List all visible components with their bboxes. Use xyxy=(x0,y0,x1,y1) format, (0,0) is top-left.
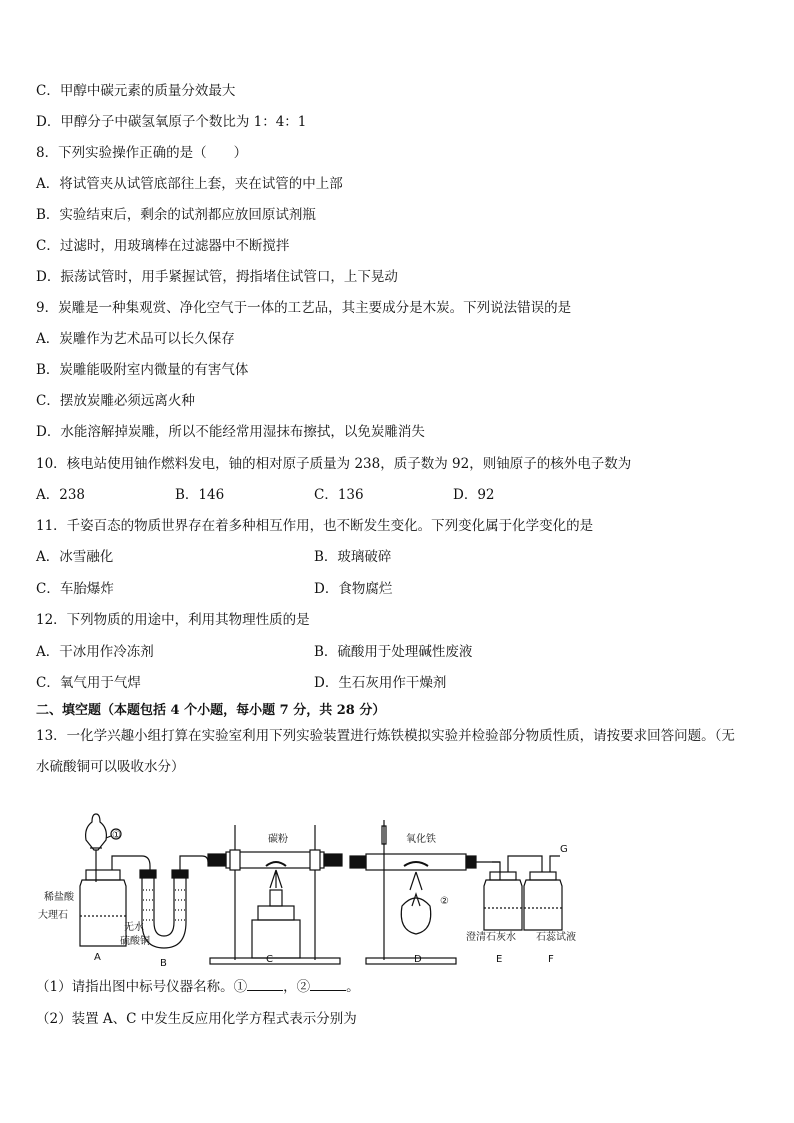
q13-part2: （2）装置 A、C 中发生反应用化学方程式表示分别为 xyxy=(36,1011,357,1027)
q10-stem: 10．核电站使用铀作燃料发电，铀的相对原子质量为 238，质子数为 92，则铀原子的核外电子数为 xyxy=(36,456,632,472)
outlet-g-label: G xyxy=(560,844,568,855)
q9-option-c: C．摆放炭雕必须远离火种 xyxy=(36,393,195,409)
q11-option-a: A．冰雪融化 xyxy=(36,549,114,565)
q10-option-d: D．92 xyxy=(453,487,495,503)
litmus-label: 石蕊试液 xyxy=(536,932,576,943)
q8-option-d: D．振荡试管时，用手紧握试管，拇指堵住试管口，上下晃动 xyxy=(36,269,398,285)
apparatus-a-letter: A xyxy=(94,952,101,963)
q12-stem: 12．下列物质的用途中，利用其物理性质的是 xyxy=(36,612,310,628)
apparatus-f-letter: F xyxy=(548,954,554,965)
answer-blank-2[interactable] xyxy=(310,978,346,991)
q8-option-c: C．过滤时，用玻璃棒在过滤器中不断搅拌 xyxy=(36,238,290,254)
q13-stem-line1: 13．一化学兴趣小组打算在实验室利用下列实验装置进行炼铁模拟实验并检验部分物质性质，请按要求回答问题。（无 xyxy=(36,728,735,744)
dilute-hcl-label: 稀盐酸 xyxy=(44,892,74,903)
q8-stem: 8．下列实验操作正确的是（ ） xyxy=(36,145,248,161)
anhydrous-label: 无水 xyxy=(124,922,144,933)
q10-option-a: A．238 xyxy=(36,487,86,503)
carbon-powder-label: 碳粉 xyxy=(268,834,288,845)
q13-part1-prefix: （1）请指出图中标号仪器名称。① xyxy=(36,979,248,995)
section-heading: 二、填空题（本题包括 4 个小题，每小题 7 分，共 28 分） xyxy=(36,703,386,718)
copper-sulfate-label: 硫酸铜 xyxy=(120,936,150,947)
apparatus-e-letter: E xyxy=(496,954,503,965)
limewater-label: 澄清石灰水 xyxy=(466,932,516,943)
q11-option-c: C．车胎爆炸 xyxy=(36,581,114,597)
answer-blank-1[interactable] xyxy=(247,978,283,991)
mark-2-label: ② xyxy=(440,896,449,907)
q13-part1-mid: ，② xyxy=(283,979,311,995)
apparatus-b-letter: B xyxy=(160,958,167,969)
q12-option-b: B．硫酸用于处理碱性废液 xyxy=(314,644,473,660)
apparatus-d-letter: D xyxy=(414,954,422,965)
marble-label: 大理石 xyxy=(38,910,68,921)
q13-part1 xyxy=(36,978,360,996)
iron-oxide-label: 氧化铁 xyxy=(406,834,436,845)
q9-option-a: A．炭雕作为艺术品可以长久保存 xyxy=(36,331,235,347)
q12-option-a: A．干冰用作冷冻剂 xyxy=(36,644,154,660)
apparatus-c-letter: C xyxy=(266,954,273,965)
q11-option-d: D．食物腐烂 xyxy=(314,581,393,597)
q10-option-c: C．136 xyxy=(314,487,364,503)
q12-option-d: D．生石灰用作干燥剂 xyxy=(314,675,447,691)
q13-part1-suffix: 。 xyxy=(346,979,360,995)
q8-option-b: B．实验结束后，剩余的试剂都应放回原试剂瓶 xyxy=(36,207,316,223)
q11-option-b: B．玻璃破碎 xyxy=(314,549,392,565)
q9-option-d: D．水能溶解掉炭雕，所以不能经常用湿抹布擦拭，以免炭雕消失 xyxy=(36,424,425,440)
mark-1-label: ① xyxy=(112,830,121,841)
q7-option-c: C．甲醇中碳元素的质量分效最大 xyxy=(36,83,236,99)
q9-stem: 9．炭雕是一种集观赏、净化空气于一体的工艺品，其主要成分是木炭。下列说法错误的是 xyxy=(36,300,572,316)
q11-stem: 11．千姿百态的物质世界存在着多种相互作用，也不断发生变化。下列变化属于化学变化的是 xyxy=(36,518,594,534)
experiment-apparatus-diagram xyxy=(30,810,600,970)
q8-option-a: A．将试管夹从试管底部往上套，夹在试管的中上部 xyxy=(36,176,343,192)
q13-stem-line2: 水硫酸铜可以吸收水分） xyxy=(36,759,185,775)
q12-option-c: C．氧气用于气焊 xyxy=(36,675,141,691)
q9-option-b: B．炭雕能吸附室内微量的有害气体 xyxy=(36,362,249,378)
q7-option-d: D．甲醇分子中碳氢氧原子个数比为 1：4：1 xyxy=(36,114,307,130)
q10-option-b: B．146 xyxy=(175,487,225,503)
